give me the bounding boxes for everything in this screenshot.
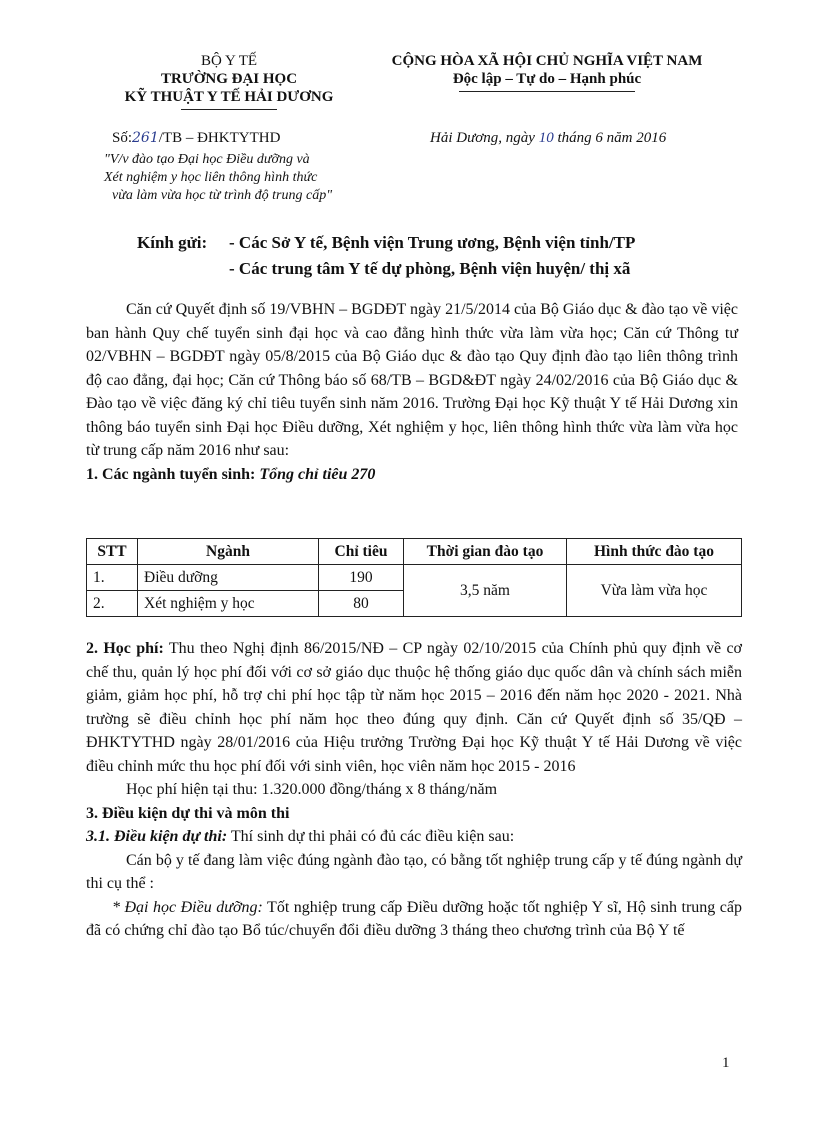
nursing-label: * Đại học Điều dưỡng: (112, 898, 263, 916)
section-1-title: 1. Các ngành tuyển sinh: (86, 465, 256, 483)
date-suffix: tháng 6 năm 2016 (557, 130, 667, 146)
col-header-duration: Thời gian đào tạo (404, 539, 567, 565)
recipients-block (137, 230, 635, 282)
intro-paragraph: Căn cứ Quyết định số 19/VBHN – BGDĐT ngày 21/5/2014 của Bộ Giáo dục & đào tạo về việc ban hành Quy chế tuyển sinh đại học và cao đẳng hình thức vừa làm vừa học; Căn cứ Thông tư 02/VBHN – BGDĐT ngày 05/8/2015 của Bộ Giáo dục & đào tạo Quy định đào tạo liên thông trình độ cao đẳng, đại học; Căn cứ Thông báo số 68/TB – BGD&ĐT ngày 24/02/2016 của Bộ Giáo dục & Đào tạo về việc đăng ký chỉ tiêu tuyển sinh năm 2016. Trường Đại học Kỹ thuật Y tế Hải Dương xin thông báo tuyển sinh Đại học Điều dưỡng, Xét nghiệm y học, liên thông hình thức vừa làm vừa học từ trung cấp năm 2016 như sau: (86, 301, 738, 459)
doc-number-handwritten: 261 (132, 130, 159, 146)
section-3-1-text: Thí sinh dự thi phải có đủ các điều kiện sau: (227, 828, 515, 845)
section-2-title: 2. Học phí: (86, 640, 164, 657)
recipients-label: Kính gửi: (137, 233, 208, 252)
nation-name: CỘNG HÒA XÃ HỘI CHỦ NGHĨA VIỆT NAM (391, 53, 703, 69)
document-number (112, 130, 280, 147)
section-3-title: 3. Điều kiện dự thi và môn thi (86, 804, 290, 822)
col-header-stt: STT (87, 539, 138, 565)
section-3-1-paragraph (86, 825, 742, 849)
subject-line-2: Xét nghiệm y học liên thông hình thức (104, 170, 318, 185)
section-1-total: Tổng chỉ tiêu 270 (259, 465, 376, 483)
col-header-form: Hình thức đào tạo (567, 539, 742, 565)
eligibility-paragraph: Cán bộ y tế đang làm việc đúng ngành đào tạo, có bằng tốt nghiệp trung cấp y tế đúng ngành dự thi cụ thể : (86, 851, 742, 892)
doc-number-suffix: /TB – ĐHKTYTHD (158, 130, 281, 146)
section-1-heading (86, 463, 738, 487)
recipient-line-1: - Các Sở Y tế, Bệnh viện Trung ương, Bệnh viện tỉnh/TP (229, 233, 636, 252)
school-name-line-2: KỸ THUẬT Y TẾ HẢI DƯƠNG (124, 89, 334, 105)
col-header-chitieu: Chỉ tiêu (319, 539, 404, 565)
table-row (87, 565, 742, 591)
row-stt: 2. (87, 591, 138, 617)
nursing-paragraph (86, 896, 742, 943)
motto-underline (459, 91, 635, 92)
intro-block (86, 298, 738, 486)
row-stt: 1. (87, 565, 138, 591)
col-header-nganh: Ngành (138, 539, 319, 565)
issuer-underline (181, 109, 277, 110)
date-prefix: Hải Dương, ngày (430, 130, 535, 146)
subject-line-3: vừa làm vừa học từ trình độ trung cấp" (112, 188, 333, 203)
national-header (372, 52, 722, 92)
row-nganh: Điều dưỡng (138, 565, 319, 591)
recipient-line-2: - Các trung tâm Y tế dự phòng, Bệnh viện huyện/ thị xã (229, 259, 631, 278)
issuer-header (104, 52, 354, 110)
doc-number-prefix: Số: (112, 130, 133, 146)
details-block (86, 637, 742, 943)
school-name-line-1: TRƯỜNG ĐẠI HỌC (160, 71, 298, 87)
table-header-row (87, 539, 742, 565)
enrollment-table (86, 538, 742, 617)
duration-cell: 3,5 năm (404, 565, 567, 617)
national-motto: Độc lập – Tự do – Hạnh phúc (452, 71, 642, 87)
subject-line-1: "V/v đào tạo Đại học Điều dưỡng và (104, 152, 310, 167)
current-fee: Học phí hiện tại thu: 1.320.000 đồng/tháng x 8 tháng/năm (126, 781, 498, 798)
date-day-handwritten: 10 (538, 130, 554, 146)
row-chitieu: 190 (319, 565, 404, 591)
row-nganh: Xét nghiệm y học (138, 591, 319, 617)
nursing-text: Tốt nghiệp trung cấp Điều dưỡng hoặc tốt nghiệp Y sĩ, Hộ sinh trung cấp đã có chứng chỉ đào tạo Bổ túc/chuyển đổi điều dưỡng 3 tháng theo chương trình của Bộ Y tế (86, 898, 742, 939)
document-date (430, 130, 666, 147)
section-3-1-title: 3.1. Điều kiện dự thi: (86, 828, 228, 845)
section-2-text: Thu theo Nghị định 86/2015/NĐ – CP ngày 02/10/2015 của Chính phủ quy định về cơ chế thu, quản lý học phí đối với cơ sở giáo dục thuộc hệ thống giáo dục quốc dân và chính sách miễn giảm, giảm học phí, hỗ trợ chi phí học tập từ năm học 2015 – 2016 đến năm học 2020 - 2021. Nhà trường sẽ điều chỉnh học phí năm học theo đúng quy định. Căn cứ Quyết định số 35/QĐ – ĐHKTYTHD ngày 28/01/2016 của Hiệu trưởng Trường Đại học Kỹ thuật Y tế Hải Dương về việc điều chỉnh mức thu học phí đối với sinh viên, học viên năm học 2015 - 2016 (86, 640, 743, 775)
page-number: 1 (722, 1055, 730, 1071)
row-chitieu: 80 (319, 591, 404, 617)
ministry-name: BỘ Y TẾ (200, 53, 258, 69)
document-subject (104, 151, 374, 205)
form-cell: Vừa làm vừa học (567, 565, 742, 617)
section-2-paragraph (86, 637, 742, 778)
